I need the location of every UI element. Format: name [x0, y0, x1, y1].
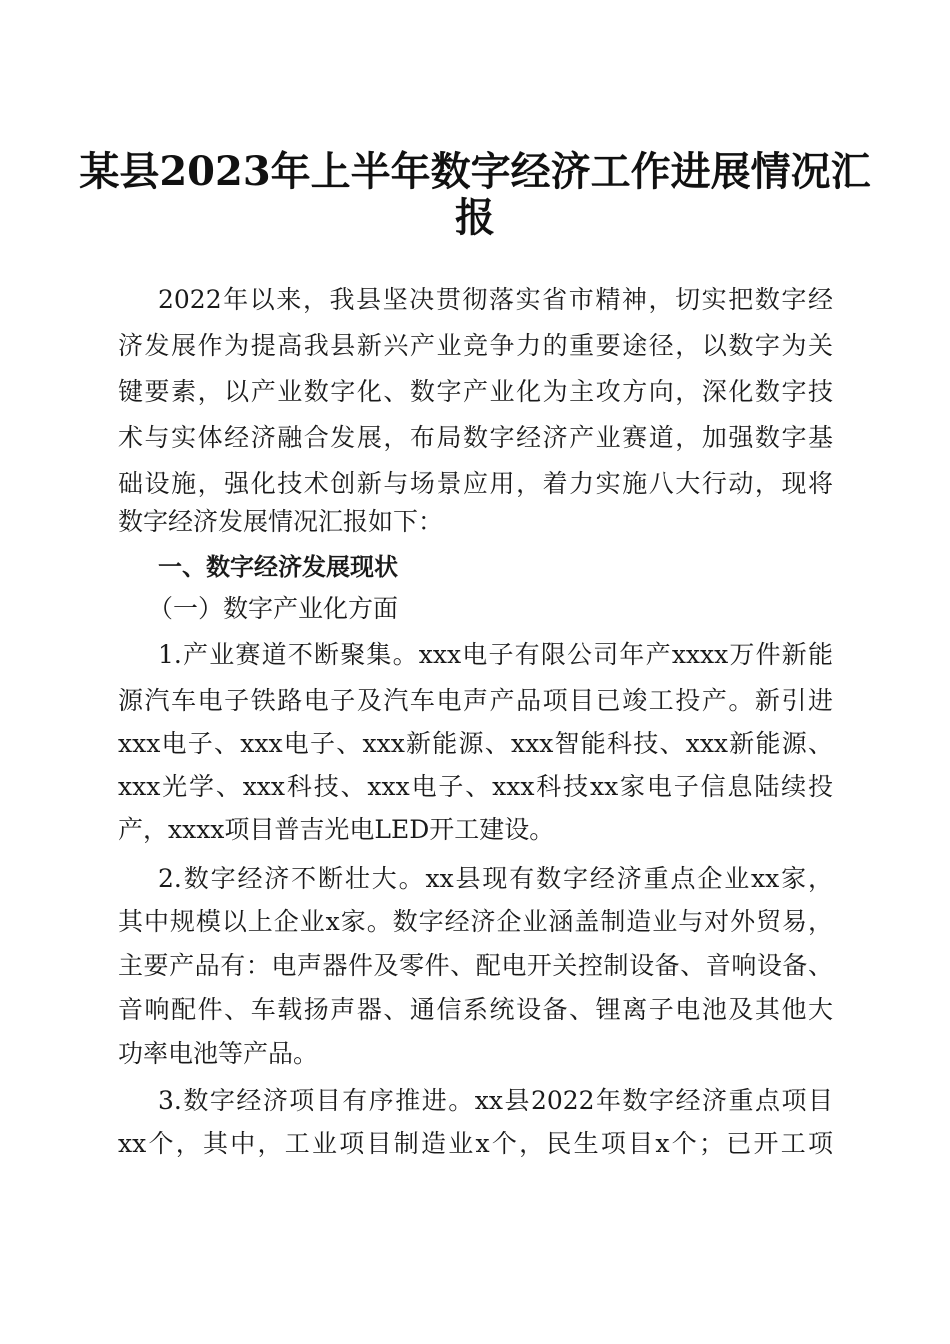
paragraph-line: xxx光学、xxx科技、xxx电子、xxx科技xx家电子信息陆续投	[118, 772, 833, 801]
intro-line: 2022年以来，我县坚决贯彻落实省市精神，切实把数字经	[158, 285, 833, 314]
paragraph-line: 1.产业赛道不断聚集。xxx电子有限公司年产xxxx万件新能	[158, 640, 833, 669]
document-title-line-2: 报	[455, 194, 495, 241]
intro-line: 键要素，以产业数字化、数字产业化为主攻方向，深化数字技	[118, 377, 833, 406]
paragraph-line: 主要产品有：电声器件及零件、配电开关控制设备、音响设备、	[118, 951, 833, 980]
paragraph-line: 产，xxxx项目普吉光电LED开工建设。	[118, 815, 555, 844]
intro-line: 济发展作为提高我县新兴产业竞争力的重要途径，以数字为关	[118, 331, 833, 360]
intro-line: 础设施，强化技术创新与场景应用，着力实施八大行动，现将	[118, 469, 833, 498]
document-title-line-1: 某县2023年上半年数字经济工作进展情况汇	[79, 148, 871, 195]
paragraph-line: xxx电子、xxx电子、xxx新能源、xxx智能科技、xxx新能源、	[118, 729, 833, 758]
paragraph-line: 功率电池等产品。	[118, 1039, 319, 1068]
paragraph-line: 其中规模以上企业x家。数字经济企业涵盖制造业与对外贸易，	[118, 907, 833, 936]
paragraph-line: 2.数字经济不断壮大。xx县现有数字经济重点企业xx家，	[158, 864, 833, 893]
section-heading: 一、数字经济发展现状	[158, 553, 398, 581]
paragraph-line: xx个，其中，工业项目制造业x个，民生项目x个；已开工项	[118, 1129, 833, 1158]
paragraph-line: 源汽车电子铁路电子及汽车电声产品项目已竣工投产。新引进	[118, 686, 833, 715]
paragraph-line: 3.数字经济项目有序推进。xx县2022年数字经济重点项目	[158, 1086, 833, 1115]
intro-line: 数字经济发展情况汇报如下：	[118, 507, 444, 536]
intro-line: 术与实体经济融合发展，布局数字经济产业赛道，加强数字基	[118, 423, 833, 452]
subsection-heading: （一）数字产业化方面	[148, 594, 399, 623]
paragraph-line: 音响配件、车载扬声器、通信系统设备、锂离子电池及其他大	[118, 995, 833, 1024]
